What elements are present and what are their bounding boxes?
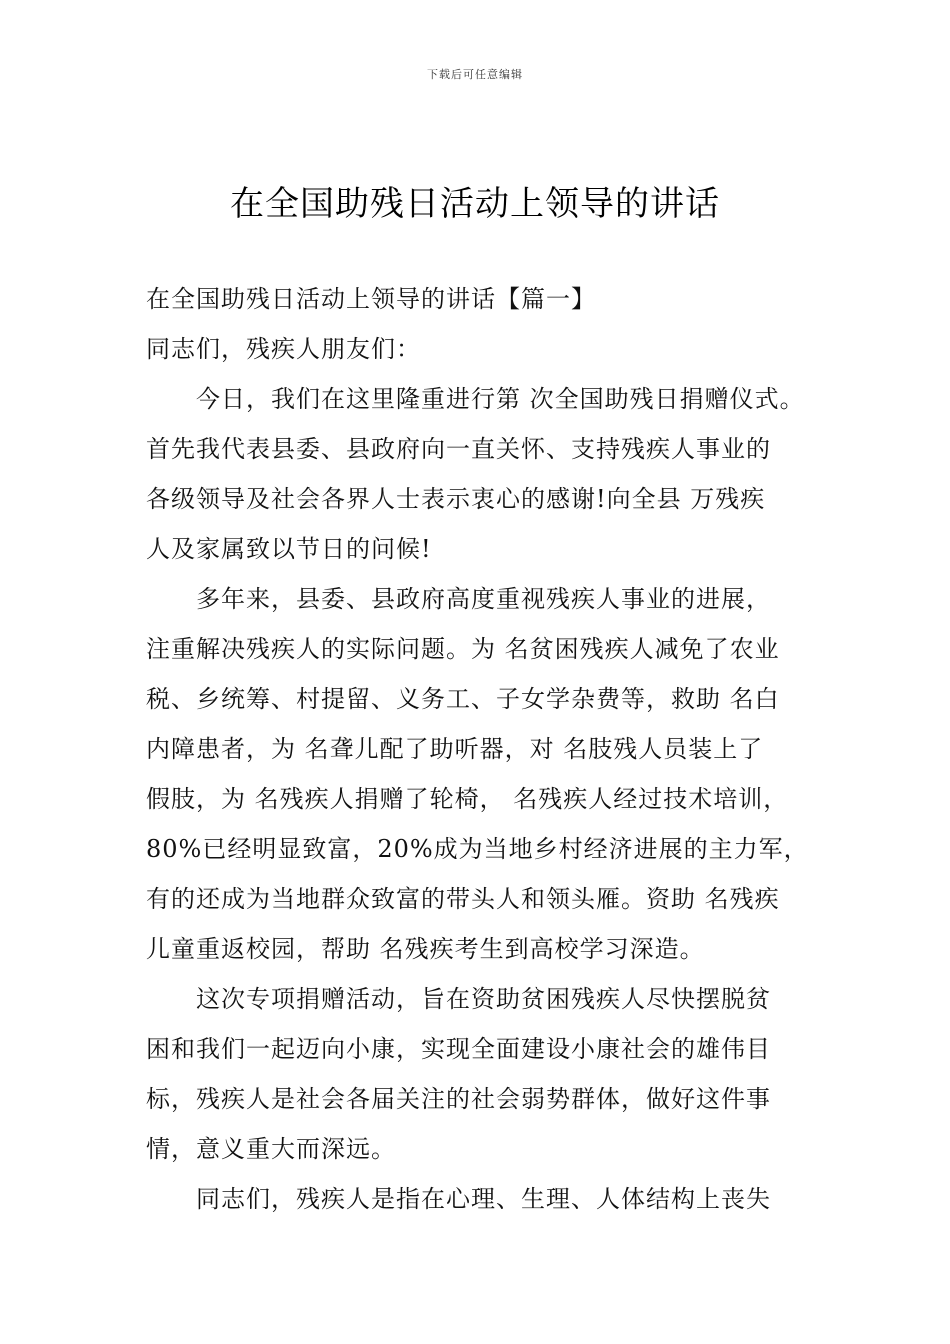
paragraph-line: 内障患者，为 名聋儿配了助听器，对 名肢残人员装上了 bbox=[146, 735, 764, 763]
paragraph-line: 各级领导及社会各界人士表示衷心的感谢!向全县 万残疾 bbox=[146, 485, 766, 513]
paragraph-line: 这次专项捐赠活动，旨在资助贫困残疾人尽快摆脱贫 bbox=[196, 985, 771, 1013]
paragraph-line: 情，意义重大而深远。 bbox=[146, 1135, 396, 1163]
paragraph-line: 人及家属致以节日的问候! bbox=[146, 535, 432, 563]
paragraph-line: 多年来，县委、县政府高度重视残疾人事业的进展， bbox=[196, 585, 771, 613]
document-body bbox=[146, 274, 826, 1224]
paragraph-line: 有的还成为当地群众致富的带头人和领头雁。资助 名残疾 bbox=[146, 885, 780, 913]
paragraph-line: 困和我们一起迈向小康，实现全面建设小康社会的雄伟目 bbox=[146, 1035, 771, 1063]
salutation: 同志们，残疾人朋友们： bbox=[146, 335, 421, 363]
paragraph-line: 税、乡统筹、村提留、义务工、子女学杂费等，救助 名白 bbox=[146, 685, 780, 713]
paragraph-line: 今日，我们在这里隆重进行第 次全国助残日捐赠仪式。 bbox=[196, 385, 805, 413]
paragraph-line: 儿童重返校园，帮助 名残疾考生到高校学习深造。 bbox=[146, 935, 705, 963]
paragraph-line: 假肢，为 名残疾人捐赠了轮椅， 名残疾人经过技术培训， bbox=[146, 785, 789, 813]
paragraph-line: 首先我代表县委、县政府向一直关怀、支持残疾人事业的 bbox=[146, 435, 771, 463]
paragraph-line: 标，残疾人是社会各届关注的社会弱势群体，做好这件事 bbox=[146, 1085, 771, 1113]
header-note: 下载后可任意编辑 bbox=[427, 68, 523, 81]
paragraph-line: 80%已经明显致富，20%成为当地乡村经济进展的主力军， bbox=[146, 835, 809, 863]
document-title: 在全国助残日活动上领导的讲话 bbox=[230, 184, 720, 224]
paragraph-line: 注重解决残疾人的实际问题。为 名贫困残疾人减免了农业 bbox=[146, 635, 780, 663]
section-heading: 在全国助残日活动上领导的讲话【篇一】 bbox=[146, 285, 596, 313]
paragraph-line: 同志们，残疾人是指在心理、生理、人体结构上丧失 bbox=[196, 1185, 771, 1213]
